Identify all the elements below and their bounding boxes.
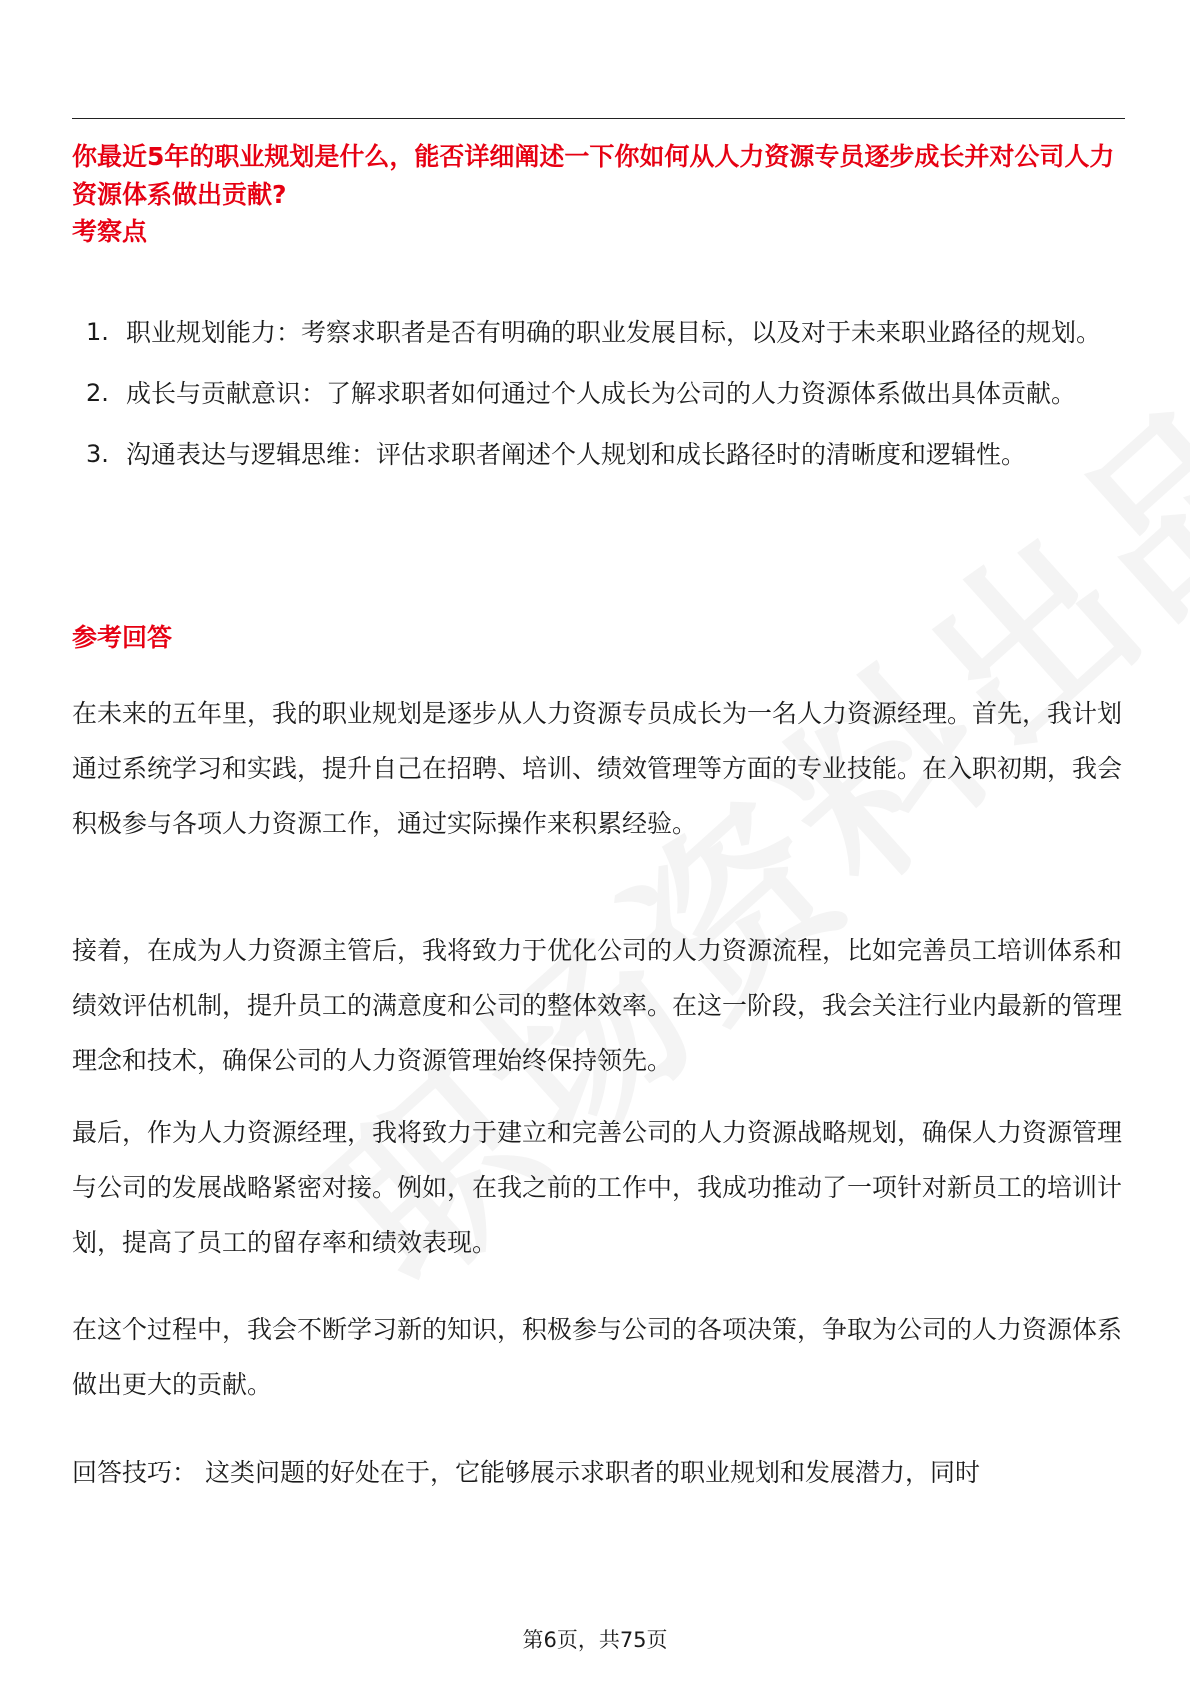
top-divider	[72, 118, 1125, 119]
answer-paragraph: 在未来的五年里，我的职业规划是逐步从人力资源专员成长为一名人力资源经理。首先，我计划通过系统学习和实践，提升自己在招聘、培训、绩效管理等方面的专业技能。在入职初期，我会积极参与各项人力资源工作，通过实际操作来积累经验。	[72, 699, 1123, 838]
answer-heading: 参考回答	[72, 623, 173, 652]
list-text: 成长与贡献意识：了解求职者如何通过个人成长为公司的人力资源体系做出具体贡献。	[126, 379, 1077, 408]
answer-paragraph: 接着，在成为人力资源主管后，我将致力于优化公司的人力资源流程，比如完善员工培训体系和绩效评估机制，提升员工的满意度和公司的整体效率。在这一阶段，我会关注行业内最新的管理理念和技术，确保公司的人力资源管理始终保持领先。	[72, 936, 1123, 1075]
list-item	[72, 427, 1125, 482]
list-number: 3.	[86, 440, 109, 468]
answer-paragraph: 在这个过程中，我会不断学习新的知识，积极参与公司的各项决策，争取为公司的人力资源体系做出更大的贡献。	[72, 1315, 1123, 1399]
list-item	[72, 305, 1125, 360]
examination-heading: 考察点	[72, 217, 148, 246]
list-item	[72, 366, 1125, 421]
answer-paragraph: 最后，作为人力资源经理，我将致力于建立和完善公司的人力资源战略规划，确保人力资源管理与公司的发展战略紧密对接。例如，在我之前的工作中，我成功推动了一项针对新员工的培训计划，提高了员工的留存率和绩效表现。	[72, 1118, 1123, 1257]
question-title: 你最近5年的职业规划是什么，能否详细阐述一下你如何从人力资源专员逐步成长并对公司人力资源体系做出贡献?	[72, 142, 1115, 209]
list-text: 职业规划能力：考察求职者是否有明确的职业发展目标，以及对于未来职业路径的规划。	[126, 318, 1102, 347]
list-text: 沟通表达与逻辑思维：评估求职者阐述个人规划和成长路径时的清晰度和逻辑性。	[126, 440, 1027, 469]
list-number: 1.	[86, 318, 109, 346]
examination-list	[72, 305, 1125, 488]
answer-tips: 回答技巧： 这类问题的好处在于，它能够展示求职者的职业规划和发展潜力，同时	[72, 1458, 980, 1487]
page-number: 第6页，共75页	[522, 1628, 668, 1652]
list-number: 2.	[86, 379, 109, 407]
